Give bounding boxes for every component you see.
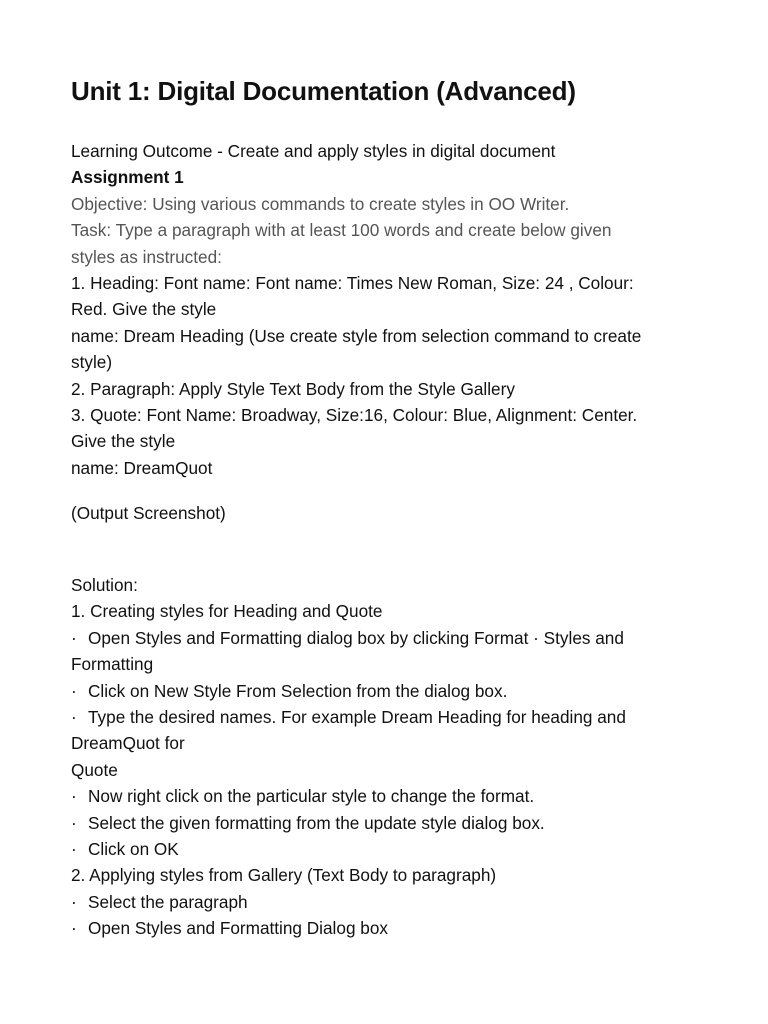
task-line: styles as instructed: xyxy=(71,246,222,267)
list-item xyxy=(71,889,701,915)
list-item xyxy=(71,678,701,704)
list-item xyxy=(71,836,701,862)
document-title: Unit 1: Digital Documentation (Advanced) xyxy=(71,76,576,106)
instruction-line: 3. Quote: Font Name: Broadway, Size:16, Colour: Blue, Alignment: Center. xyxy=(71,405,638,426)
list-item xyxy=(71,915,701,941)
learning-outcome: Learning Outcome - Create and apply styles in digital document xyxy=(71,141,556,161)
instruction-line: 2. Paragraph: Apply Style Text Body from the Style Gallery xyxy=(71,378,515,399)
list-item-text: Click on New Style From Selection from the dialog box. xyxy=(88,680,508,701)
list-item-text: Now right click on the particular style to change the format. xyxy=(88,786,535,807)
list-item-text: Open Styles and Formatting Dialog box xyxy=(88,918,388,939)
bullet-icon: · xyxy=(71,627,77,648)
solution-heading: Solution: xyxy=(71,575,138,595)
solution-step-1: 1. Creating styles for Heading and Quote xyxy=(71,601,383,622)
instruction-line: name: Dream Heading (Use create style from selection command to create xyxy=(71,325,642,346)
list-item-text: Type the desired names. For example Dream Heading for heading and xyxy=(88,707,626,728)
bullet-icon: · xyxy=(71,891,77,912)
bullet-icon: · xyxy=(71,918,77,939)
list-item-text: Select the given formatting from the update style dialog box. xyxy=(88,812,545,833)
instruction-line: Red. Give the style xyxy=(71,299,217,320)
assignment-section xyxy=(71,138,701,481)
solution-step-2: 2. Applying styles from Gallery (Text Body to paragraph) xyxy=(71,865,497,886)
instruction-line: 1. Heading: Font name: Font name: Times New Roman, Size: 24 , Colour: xyxy=(71,273,634,294)
list-item xyxy=(71,783,701,809)
list-item-text: Select the paragraph xyxy=(88,891,248,912)
instruction-line: Give the style xyxy=(71,431,176,452)
solution-section xyxy=(71,572,701,942)
list-item-text: Click on OK xyxy=(88,839,179,860)
output-note-section xyxy=(71,500,701,526)
list-item xyxy=(71,704,701,730)
list-item xyxy=(71,625,701,651)
list-item-continuation: Quote xyxy=(71,759,118,780)
bullet-icon: · xyxy=(71,707,77,728)
output-note: (Output Screenshot) xyxy=(71,503,226,523)
assignment-heading: Assignment 1 xyxy=(71,167,184,188)
list-item-text: Open Styles and Formatting dialog box by clicking Format · Styles and xyxy=(88,627,624,648)
bullet-icon: · xyxy=(71,680,77,701)
instruction-line: style) xyxy=(71,352,113,373)
bullet-icon: · xyxy=(71,786,77,807)
instruction-line: name: DreamQuot xyxy=(71,457,213,478)
task-line: Task: Type a paragraph with at least 100 words and create below given xyxy=(71,220,612,241)
bullet-icon: · xyxy=(71,812,77,833)
list-item xyxy=(71,810,701,836)
list-item-continuation: DreamQuot for xyxy=(71,733,185,754)
objective-text: Objective: Using various commands to create styles in OO Writer. xyxy=(71,193,570,214)
list-item-continuation: Formatting xyxy=(71,654,154,675)
bullet-icon: · xyxy=(71,839,77,860)
